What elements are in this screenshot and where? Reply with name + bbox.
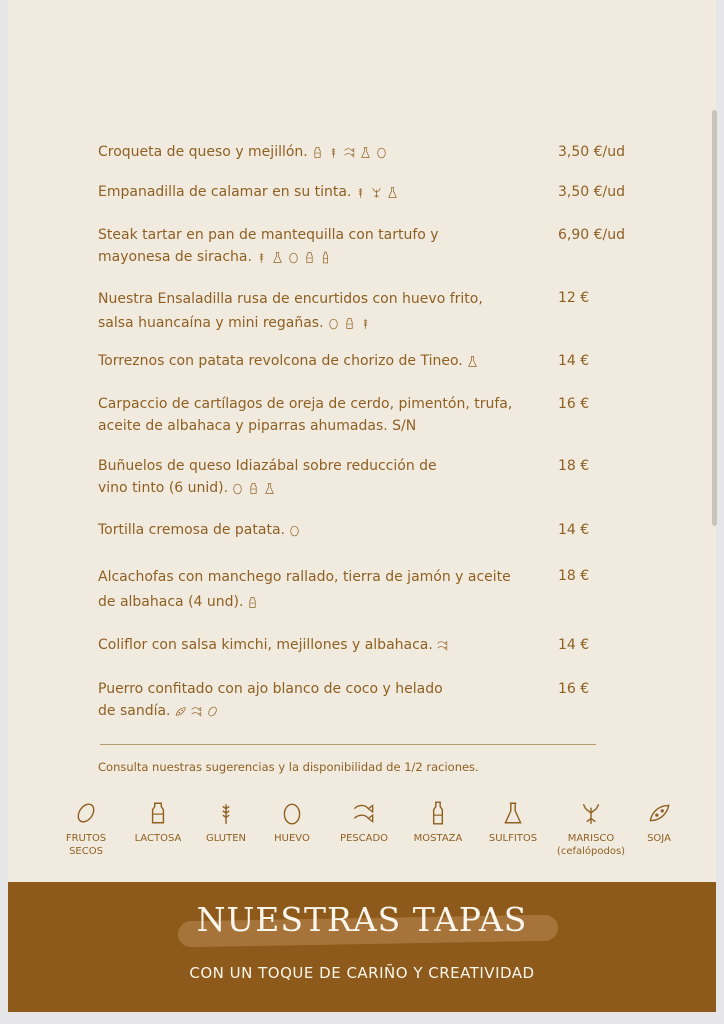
legend-item (402, 800, 474, 845)
pescado-icon (351, 800, 377, 826)
soja-icon (174, 705, 187, 718)
gluten-icon (359, 317, 372, 330)
sulfitos-icon (386, 186, 399, 199)
item-name: Empanadilla de calamar en su tinta. (98, 184, 352, 200)
pescado-icon (190, 705, 203, 718)
item-name-line2: salsa huancaína y mini regañas. (98, 315, 324, 331)
legend-item (623, 800, 695, 845)
legend-label: LACTOSA (134, 833, 182, 844)
item-name-line2: vino tinto (6 unid). (98, 480, 229, 496)
lactosa-icon (303, 251, 316, 264)
banner-title: NUESTRAS TAPAS (196, 900, 528, 939)
huevo-icon (231, 482, 244, 495)
legend-item (122, 800, 194, 845)
sulfitos-icon (359, 146, 372, 159)
item-name: Tortilla cremosa de patata. (98, 522, 285, 538)
item-price: 6,90 €/ud (558, 227, 626, 243)
gluten-icon (255, 251, 268, 264)
pescado-icon (343, 146, 356, 159)
item-name: Croqueta de queso y mejillón. (98, 144, 308, 160)
legend-item (50, 800, 122, 858)
legend-label: SULFITOS (488, 833, 538, 844)
item-name: Nuestra Ensaladilla rusa de encurtidos con huevo frito, (98, 291, 483, 307)
legend-label: HUEVO (274, 833, 310, 844)
item-name: Coliflor con salsa kimchi, mejillones y albahaca. (98, 637, 433, 653)
item-price: 18 € (558, 458, 590, 474)
item-price: 3,50 €/ud (558, 184, 626, 200)
huevo-icon (327, 317, 340, 330)
pescado-icon (436, 639, 449, 652)
lactosa-icon (343, 317, 356, 330)
item-name-line2: de sandía. (98, 703, 171, 719)
sulfitos-icon (500, 800, 526, 826)
item-price: 18 € (558, 568, 590, 584)
legend-label: FRUTOS (65, 833, 107, 844)
sulfitos-icon (466, 355, 479, 368)
mostaza-icon (319, 251, 332, 264)
item-name: Torreznos con patata revolcona de chorizo de Tineo. (98, 353, 463, 369)
allergen-legend (46, 800, 696, 870)
item-price: 16 € (558, 681, 590, 697)
mostaza-icon (425, 800, 451, 826)
legend-label-line2: SECOS (69, 846, 103, 857)
lactosa-icon (246, 596, 259, 609)
item-price: 16 € (558, 396, 590, 412)
legend-item (190, 800, 262, 845)
item-price: 12 € (558, 290, 590, 306)
legend-label: SOJA (647, 833, 671, 844)
legend-item (555, 800, 627, 858)
legend-label-line2: (cefalópodos) (556, 846, 626, 857)
huevo-icon (279, 800, 305, 826)
legend-label: PESCADO (339, 833, 389, 844)
gluten-icon (354, 186, 367, 199)
lactosa-icon (311, 146, 324, 159)
lactosa-icon (247, 482, 260, 495)
banner-subtitle: CON UN TOQUE DE CARIÑO Y CREATIVIDAD (189, 964, 535, 982)
lactosa-icon (145, 800, 171, 826)
availability-note: Consulta nuestras sugerencias y la disponibilidad de 1/2 raciones. (98, 760, 479, 774)
marisco-icon (370, 186, 383, 199)
item-price: 3,50 €/ud (558, 144, 626, 160)
frutos-secos-icon (73, 800, 99, 826)
huevo-icon (288, 524, 301, 537)
tapas-banner (8, 882, 716, 1012)
item-name: Alcachofas con manchego rallado, tierra de jamón y aceite (98, 569, 511, 585)
item-name: Carpaccio de cartílagos de oreja de cerdo, pimentón, trufa, (98, 396, 513, 412)
item-name: Buñuelos de queso Idiazábal sobre reducción de (98, 458, 437, 474)
gluten-icon (213, 800, 239, 826)
item-name-line2: mayonesa de siracha. (98, 249, 252, 265)
gluten-icon (327, 146, 340, 159)
legend-label: MARISCO (567, 833, 615, 844)
huevo-icon (375, 146, 388, 159)
frutos-secos-icon (206, 705, 219, 718)
legend-item (477, 800, 549, 845)
item-name: Steak tartar en pan de mantequilla con tartufo y (98, 227, 439, 243)
legend-label: GLUTEN (205, 833, 247, 844)
sulfitos-icon (271, 251, 284, 264)
divider (100, 744, 596, 745)
scrollbar[interactable] (712, 110, 717, 526)
sulfitos-icon (263, 482, 276, 495)
legend-item (256, 800, 328, 845)
item-name: Puerro confitado con ajo blanco de coco y helado (98, 681, 443, 697)
item-price: 14 € (558, 637, 590, 653)
legend-label: MOSTAZA (413, 833, 463, 844)
soja-icon (646, 800, 672, 826)
item-name-line2: de albahaca (4 und). (98, 594, 244, 610)
marisco-icon (578, 800, 604, 826)
huevo-icon (287, 251, 300, 264)
item-price: 14 € (558, 353, 590, 369)
legend-item (328, 800, 400, 845)
menu-page (8, 0, 716, 1012)
item-name-line2: aceite de albahaca y piparras ahumadas. S/N (98, 418, 417, 434)
item-price: 14 € (558, 522, 590, 538)
